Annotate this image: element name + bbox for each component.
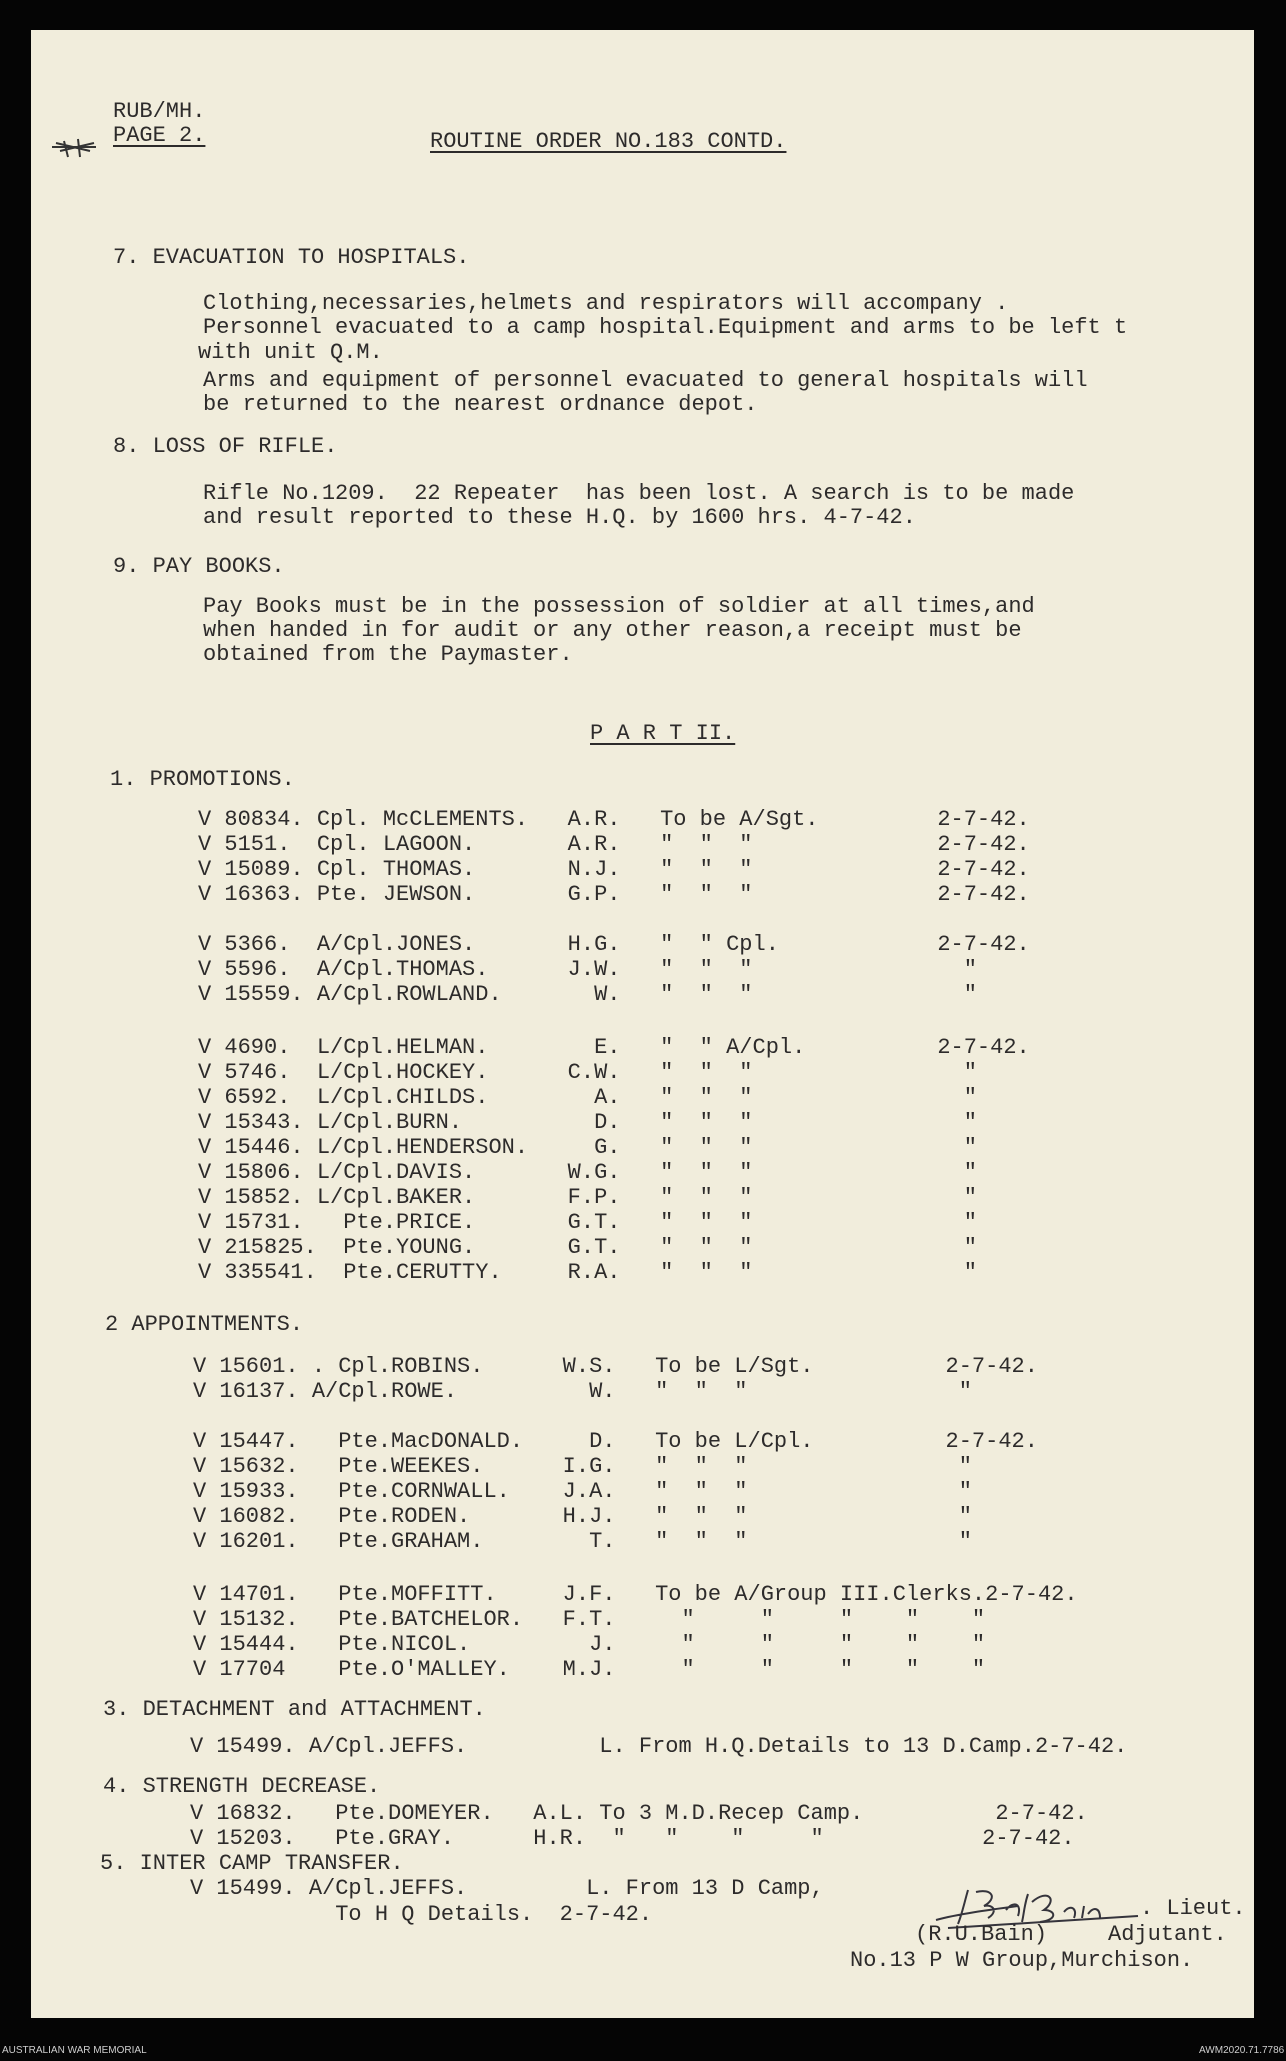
section-7-line: with unit Q.M. bbox=[198, 340, 383, 365]
section-7-line: Clothing,necessaries,helmets and respirators will accompany . bbox=[203, 291, 1009, 316]
section-8-heading: 8. LOSS OF RIFLE. bbox=[113, 434, 338, 459]
promotion-row: V 4690. L/Cpl.HELMAN. E. " " A/Cpl. 2-7-42. bbox=[198, 1035, 1030, 1060]
section-9-heading: 9. PAY BOOKS. bbox=[113, 554, 285, 579]
promotion-row: V 15446. L/Cpl.HENDERSON. G. " " " " bbox=[198, 1135, 977, 1160]
appointment-row: V 16082. Pte.RODEN. H.J. " " " " bbox=[193, 1504, 972, 1529]
signatory-role: Adjutant. bbox=[1108, 1922, 1227, 1947]
appointment-row: V 15444. Pte.NICOL. J. " " " " " bbox=[193, 1632, 986, 1657]
appointment-row: V 17704 Pte.O'MALLEY. M.J. " " " " " bbox=[193, 1657, 986, 1682]
archive-credit: AUSTRALIAN WAR MEMORIAL bbox=[2, 2045, 147, 2056]
document-title: ROUTINE ORDER NO.183 CONTD. bbox=[430, 129, 787, 154]
promotion-row: V 215825. Pte.YOUNG. G.T. " " " " bbox=[198, 1235, 977, 1260]
promotion-row: V 15852. L/Cpl.BAKER. F.P. " " " " bbox=[198, 1185, 977, 1210]
reference-code: RUB/MH. bbox=[113, 99, 206, 124]
appointment-row: V 16137. A/Cpl.ROWE. W. " " " " bbox=[193, 1379, 972, 1404]
section-9-line: obtained from the Paymaster. bbox=[203, 642, 573, 667]
section-9-line: Pay Books must be in the possession of soldier at all times,and bbox=[203, 594, 1035, 619]
ink-smudge-mark bbox=[50, 133, 100, 163]
appointment-row: V 14701. Pte.MOFFITT. J.F. To be A/Group III.Clerks.2-7-42. bbox=[193, 1582, 1078, 1607]
page-number: PAGE 2. bbox=[113, 123, 206, 148]
promotion-row: V 5366. A/Cpl.JONES. H.G. " " Cpl. 2-7-42. bbox=[198, 932, 1030, 957]
transfer-row: V 15499. A/Cpl.JEFFS. L. From 13 D Camp, bbox=[190, 1876, 824, 1901]
appointment-row: V 15601. . Cpl.ROBINS. W.S. To be L/Sgt. 2-7-42. bbox=[193, 1354, 1038, 1379]
promotion-row: V 16363. Pte. JEWSON. G.P. " " " 2-7-42. bbox=[198, 882, 1030, 907]
promotion-row: V 15559. A/Cpl.ROWLAND. W. " " " " bbox=[198, 982, 977, 1007]
appointments-heading: 2 APPOINTMENTS. bbox=[105, 1312, 304, 1337]
section-7-line: Arms and equipment of personnel evacuated to general hospitals will bbox=[203, 368, 1088, 393]
promotion-row: V 5596. A/Cpl.THOMAS. J.W. " " " " bbox=[198, 957, 977, 982]
section-7-heading: 7. EVACUATION TO HOSPITALS. bbox=[113, 245, 470, 270]
detachment-heading: 3. DETACHMENT and ATTACHMENT. bbox=[103, 1697, 486, 1722]
strength-row: V 15203. Pte.GRAY. H.R. " " " " 2-7-42. bbox=[190, 1826, 1075, 1851]
section-7-line: Personnel evacuated to a camp hospital.Equipment and arms to be left t bbox=[203, 315, 1128, 340]
part-2-title: P A R T II. bbox=[590, 721, 736, 746]
strength-heading: 4. STRENGTH DECREASE. bbox=[103, 1774, 381, 1799]
strength-row: V 16832. Pte.DOMEYER. A.L. To 3 M.D.Recep Camp. 2-7-42. bbox=[190, 1801, 1088, 1826]
promotion-row: V 15731. Pte.PRICE. G.T. " " " " bbox=[198, 1210, 977, 1235]
signatory-unit: No.13 P W Group,Murchison. bbox=[850, 1948, 1194, 1973]
detachment-row: V 15499. A/Cpl.JEFFS. L. From H.Q.Details to 13 D.Camp.2-7-42. bbox=[190, 1734, 1128, 1759]
transfer-heading: 5. INTER CAMP TRANSFER. bbox=[100, 1851, 404, 1876]
promotion-row: V 6592. L/Cpl.CHILDS. A. " " " " bbox=[198, 1085, 977, 1110]
promotion-row: V 80834. Cpl. McCLEMENTS. A.R. To be A/Sgt. 2-7-42. bbox=[198, 807, 1030, 832]
promotion-row: V 15806. L/Cpl.DAVIS. W.G. " " " " bbox=[198, 1160, 977, 1185]
promotions-heading: 1. PROMOTIONS. bbox=[110, 767, 295, 792]
section-7-line: be returned to the nearest ordnance depot. bbox=[203, 392, 758, 417]
appointment-row: V 15132. Pte.BATCHELOR. F.T. " " " " " bbox=[193, 1607, 986, 1632]
promotion-row: V 15089. Cpl. THOMAS. N.J. " " " 2-7-42. bbox=[198, 857, 1030, 882]
appointment-row: V 15933. Pte.CORNWALL. J.A. " " " " bbox=[193, 1479, 972, 1504]
section-9-line: when handed in for audit or any other reason,a receipt must be bbox=[203, 618, 1022, 643]
section-8-line: and result reported to these H.Q. by 1600 hrs. 4-7-42. bbox=[203, 505, 916, 530]
promotion-row: V 15343. L/Cpl.BURN. D. " " " " bbox=[198, 1110, 977, 1135]
transfer-row: To H Q Details. 2-7-42. bbox=[190, 1902, 653, 1927]
appointment-row: V 16201. Pte.GRAHAM. T. " " " " bbox=[193, 1529, 972, 1554]
signatory-name: (R.U.Bain) bbox=[915, 1922, 1048, 1947]
promotion-row: V 5746. L/Cpl.HOCKEY. C.W. " " " " bbox=[198, 1060, 977, 1085]
section-8-line: Rifle No.1209. 22 Repeater has been lost. A search is to be made bbox=[203, 481, 1075, 506]
appointment-row: V 15447. Pte.MacDONALD. D. To be L/Cpl. 2-7-42. bbox=[193, 1429, 1038, 1454]
promotion-row: V 335541. Pte.CERUTTY. R.A. " " " " bbox=[198, 1260, 977, 1285]
archive-reference: AWM2020.71.7786 bbox=[1199, 2045, 1285, 2056]
signatory-rank: . Lieut. bbox=[1140, 1896, 1246, 1921]
appointment-row: V 15632. Pte.WEEKES. I.G. " " " " bbox=[193, 1454, 972, 1479]
promotion-row: V 5151. Cpl. LAGOON. A.R. " " " 2-7-42. bbox=[198, 832, 1030, 857]
